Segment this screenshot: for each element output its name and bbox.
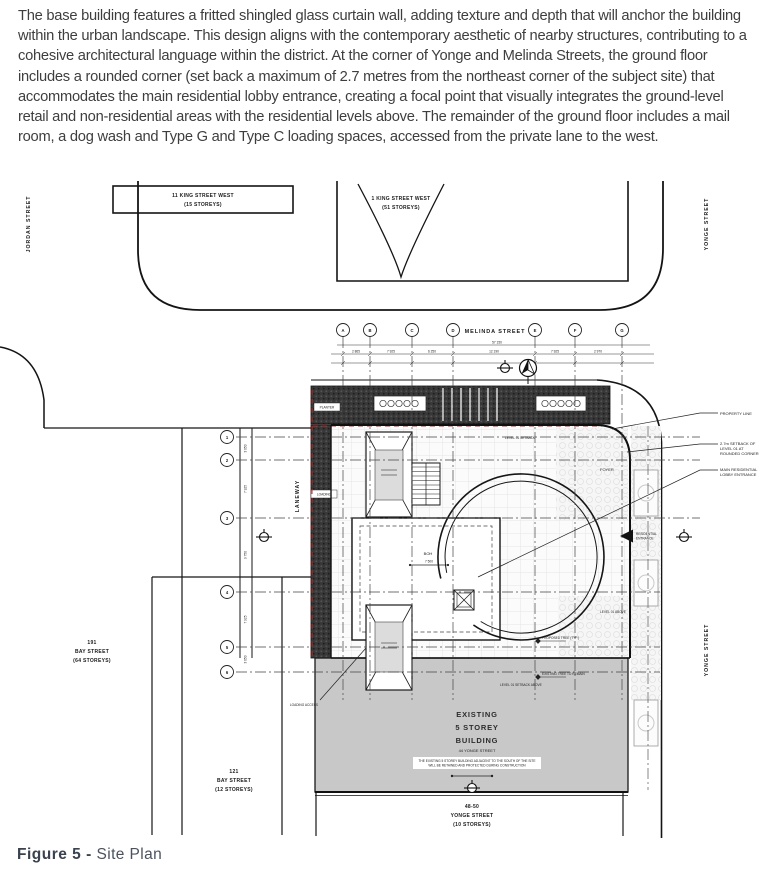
street-label-laneway: LANEWAY (295, 479, 301, 513)
building-label-121-bay: (12 STOREYS) (215, 787, 253, 793)
annotation-loading-access: LOADING ACCESS (289, 703, 318, 707)
existing-building-label: BUILDING (455, 736, 499, 745)
dim-text: 7 925 (551, 349, 559, 354)
annotation-setback: LEVEL 01 AT (720, 446, 744, 451)
grid-bubble-label: B (368, 328, 372, 333)
street-label-yonge-bottom: YONGE STREET (704, 623, 710, 677)
grid-bubble-label: 2 (225, 458, 229, 463)
dim-text: 2 865 (352, 349, 360, 354)
dim-text: 7 925 (243, 615, 248, 624)
annotation-boh-dim: 7 500 (425, 559, 433, 564)
annotation-planter: PLANTER (319, 405, 335, 410)
annotation-setback: ROUNDED CORNER (720, 451, 759, 456)
dim-text: 3 050 (243, 655, 248, 664)
building-label-1-king: 1 KING STREET WEST (371, 196, 431, 202)
dim-text: 7 925 (243, 485, 248, 493)
street-label-yonge-top: YONGE STREET (704, 197, 710, 251)
lower-core (366, 605, 412, 690)
building-label-11-king: 11 KING STREET WEST (172, 193, 234, 199)
dim-text: 7 925 (387, 349, 395, 354)
annotation-entrance: RESIDENTIAL (636, 532, 657, 536)
annotation-setback: 2.7m SETBACK OF (720, 441, 756, 446)
annotation-level01-above: LEVEL 01 ABOVE (600, 610, 626, 614)
annotation-foyer: FOYER (600, 467, 614, 472)
grid-bubble-label: 3 (225, 516, 229, 521)
figure-caption (17, 846, 162, 864)
building-label-48-50-yonge: (10 STOREYS) (453, 822, 491, 828)
street-label-melinda: MELINDA STREET (464, 329, 526, 335)
building-label-191-bay: BAY STREET (74, 649, 110, 655)
annotation-tree-proposed: PROPOSED TREE (TYP.) (542, 636, 580, 640)
existing-building-address: 44 YONGE STREET (458, 748, 496, 753)
dim-text-overall: 57 150 (492, 340, 502, 345)
building-label-1-king: (51 STOREYS) (382, 205, 420, 211)
grid-bubble-label: C (410, 328, 414, 333)
grid-bubble-label: 4 (225, 590, 229, 595)
small-shaft (454, 590, 474, 610)
annotation-level01-setback: LEVEL 01 SETBACK (505, 436, 536, 440)
building-label-48-50-yonge: 48-50 (464, 804, 480, 810)
building-label-11-king: (15 STOREYS) (184, 202, 222, 208)
upper-core (366, 432, 412, 517)
existing-building-label: 5 STOREY (455, 723, 499, 732)
dim-text: 12 190 (489, 349, 499, 354)
grid-bubble-label: F (573, 328, 577, 333)
dim-text: 6 250 (428, 349, 436, 354)
figure-label: Figure 5 - (17, 846, 92, 863)
annotation-lobby: LOBBY ENTRANCE (720, 472, 757, 477)
laneway-lines (44, 428, 311, 835)
annotation-boh: BOH (423, 551, 433, 556)
grid-bubble-label: G (620, 328, 624, 333)
annotation-lobby: MAIN RESIDENTIAL (720, 467, 758, 472)
annotation-tree-existing: EXISTING TREE TO REMAIN (542, 672, 585, 676)
building-label-191-bay: 191 (87, 640, 97, 646)
existing-building-note: THE EXISTING 5 STOREY BUILDING ADJACENT TO THE SOUTH OF THE SITE (418, 759, 536, 763)
grid-bubble-label: A (341, 328, 345, 333)
grid-bubble-label: 6 (225, 670, 229, 675)
grid-bubble-label: 1 (225, 435, 229, 440)
annotation-loading: LOADING (316, 492, 332, 497)
dim-text: 9 750 (243, 551, 248, 559)
annotation-level01-setback-bottom: LEVEL 01 SETBACK ABOVE (500, 683, 542, 687)
dim-text: 3 050 (243, 444, 248, 453)
annotation-property-line: PROPERTY LINE (720, 411, 752, 416)
existing-building-note: WILL BE RETAINED AND PROTECTED DURING CONSTRUCTION (428, 763, 526, 768)
building-label-121-bay: BAY STREET (216, 778, 252, 784)
street-label-jordan: JORDAN STREET (26, 195, 32, 253)
body-paragraph: The base building features a fritted shingled glass curtain wall, adding texture and depth that will anchor the building within the urban landscape. This design aligns with the contemporary aesthetic of nearby structures, contributing to a cohesive architectural language within the district. At the corner of Yonge and Melinda Streets, the ground floor includes a rounded corner (set back a maximum of 2.7 metres from the northeast corner of the subject site) that accommodates the main residential lobby entrance, creating a focal point that visually integrates the ground-level retail and non-residential areas with the residential levels above. The remainder of the ground floor includes a mail room, a dog wash and Type G and Type C loading spaces, accessed from the private lane to the west. (18, 8, 747, 146)
grid-bubble-label: D (451, 328, 455, 333)
stairs (412, 463, 440, 505)
existing-building-label: EXISTING (456, 710, 498, 719)
building-label-48-50-yonge: YONGE STREET (450, 813, 494, 819)
figure-title: Site Plan (96, 846, 163, 863)
grid-bubble-label: 5 (225, 645, 229, 650)
building-label-191-bay: (64 STOREYS) (73, 658, 111, 664)
dim-text: 2 970 (594, 349, 602, 354)
grid-bubble-label: E (533, 328, 537, 333)
building-label-121-bay: 121 (229, 769, 239, 775)
annotation-entrance: ENTRANCE (636, 536, 654, 541)
